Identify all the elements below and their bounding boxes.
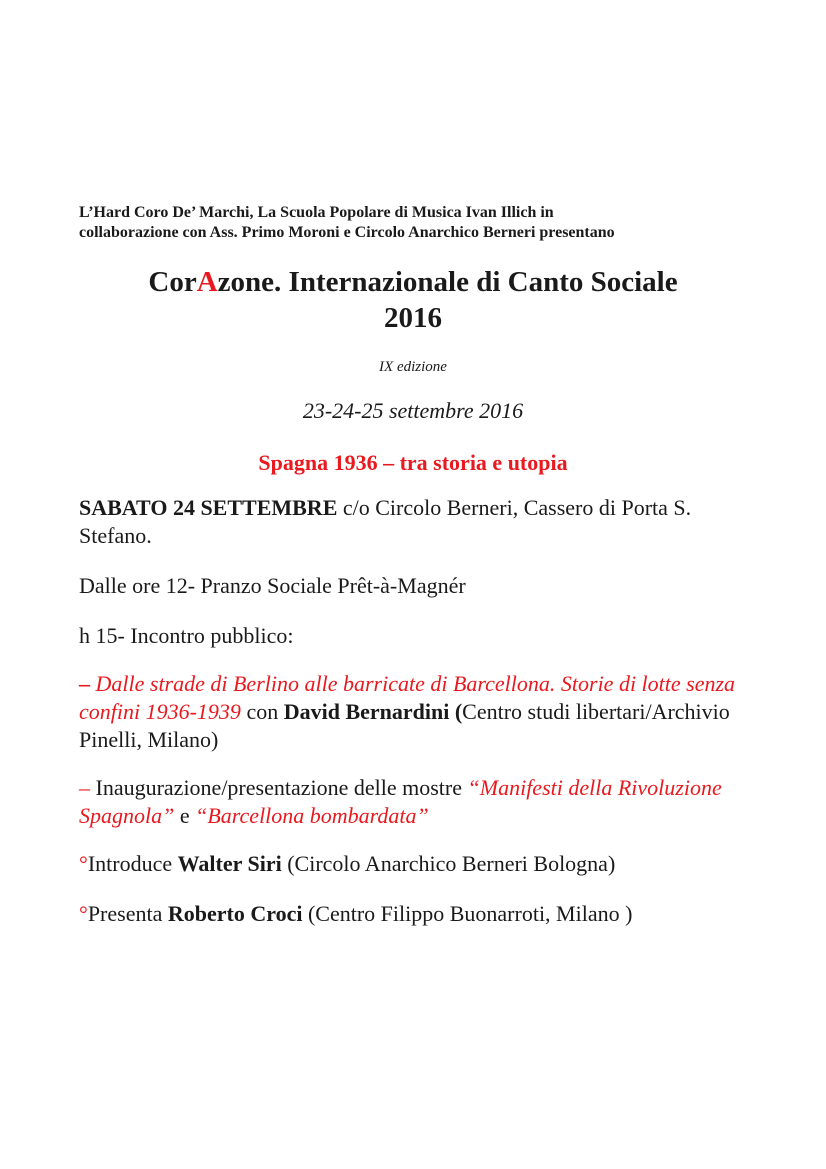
venue-text: c/o Circolo Berneri, Cassero di Porta S. Stefano. <box>79 495 692 548</box>
event-title <box>0 264 826 336</box>
presenter-affiliation: (Centro Filippo Buonarroti, Milano ) <box>302 901 633 926</box>
organizers-line-2: collaborazione con Ass. Primo Moroni e Circolo Anarchico Berneri presentano <box>79 224 615 241</box>
title-red-letter: A <box>196 266 218 298</box>
exhibit-dash: – <box>79 775 90 800</box>
talk-title: Dalle strade di Berlino alle barricate di Barcellona. Storie di lotte senza confini 1936-1939 <box>79 671 736 724</box>
event-theme: Spagna 1936 – tra storia e utopia <box>258 450 568 475</box>
lunch-paragraph: Dalle ore 12- Pranzo Sociale Prêt-à-Magnér <box>79 573 466 598</box>
exhibit-and: e <box>174 803 196 828</box>
day-label: SABATO 24 SETTEMBRE <box>79 495 338 520</box>
talk-affiliation: Centro studi libertari/Archivio Pinelli, Milano) <box>79 699 730 752</box>
introducer-paragraph <box>79 850 759 878</box>
degree-mark: ° <box>79 851 88 876</box>
title-part-1: Cor <box>148 266 197 298</box>
talk-speaker: David Bernardini ( <box>283 699 463 724</box>
exhibit-text: Inaugurazione/presentazione delle mostre <box>90 775 468 800</box>
organizers-intro <box>79 203 759 243</box>
title-year: 2016 <box>384 302 442 334</box>
talk-dash: – <box>79 671 90 696</box>
exhibit-show-1: “Manifesti della Rivoluzione Spagnola” <box>79 775 722 828</box>
title-part-2: zone. Internazionale di Canto Sociale <box>217 266 678 298</box>
presenter-label: Presenta <box>87 901 168 926</box>
introducer-label: Introduce <box>87 851 178 876</box>
presenter-paragraph <box>79 900 759 928</box>
day-venue-paragraph <box>79 494 759 550</box>
organizers-line-1: L’Hard Coro De’ Marchi, La Scuola Popolare di Musica Ivan Illich in <box>79 204 554 221</box>
edition-label: IX edizione <box>379 359 447 375</box>
introducer-affiliation: (Circolo Anarchico Berneri Bologna) <box>281 851 616 876</box>
degree-mark: ° <box>79 901 88 926</box>
talk-paragraph <box>79 670 759 754</box>
event-dates: 23-24-25 settembre 2016 <box>302 398 524 423</box>
meeting-paragraph: h 15- Incontro pubblico: <box>79 623 294 648</box>
presenter-name: Roberto Croci <box>167 901 303 926</box>
exhibit-show-2: “Barcellona bombardata” <box>195 803 429 828</box>
introducer-name: Walter Siri <box>177 851 282 876</box>
talk-with: con <box>240 699 284 724</box>
exhibit-paragraph <box>79 774 759 830</box>
